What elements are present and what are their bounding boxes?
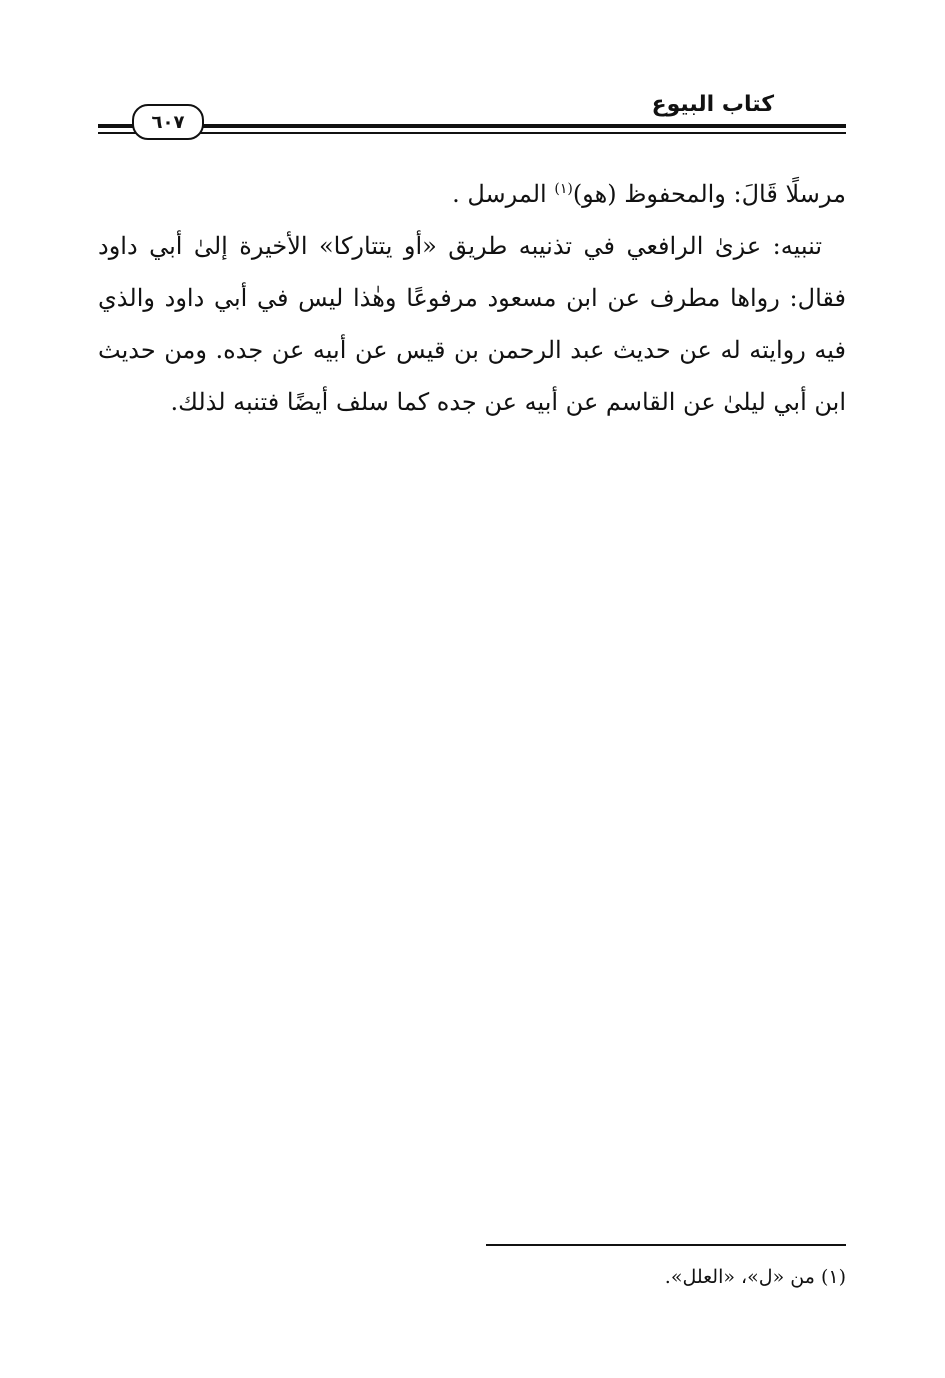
running-title: كتاب البيوع: [651, 92, 774, 117]
line1-text-end: المرسل .: [452, 180, 555, 208]
header-rule-thick: [98, 124, 846, 128]
paragraph-2: تنبيه: عزىٰ الرافعي في تذنيبه طريق «أو يتتاركا» الأخيرة إلىٰ أبي داود فقال: رواها مطرف عن ابن مسعود مرفوعًا وهٰذا ليس في أبي داود والذي فيه روايته له عن حديث عبد الرحمن بن قيس عن أبيه عن جده. ومن حديث ابن أبي ليلىٰ عن القاسم عن أبيه عن جده كما سلف أيضًا فتنبه لذلك.: [98, 232, 846, 416]
footnote-mark: (١): [554, 181, 573, 197]
footnote-1: (١) من «ل»، «العلل».: [664, 1266, 846, 1288]
page-number: ٦٠٧: [151, 111, 185, 133]
main-text: [98, 168, 846, 428]
header-rule-thin: [98, 132, 846, 134]
paragraph-1: [98, 168, 846, 220]
footnote-separator: [486, 1244, 846, 1246]
footnotes: [98, 1262, 846, 1292]
page-header: [98, 92, 846, 148]
line1-text: مرسلًا قَالَ: والمحفوظ (هو): [572, 180, 846, 208]
page-number-frame: [132, 104, 204, 140]
